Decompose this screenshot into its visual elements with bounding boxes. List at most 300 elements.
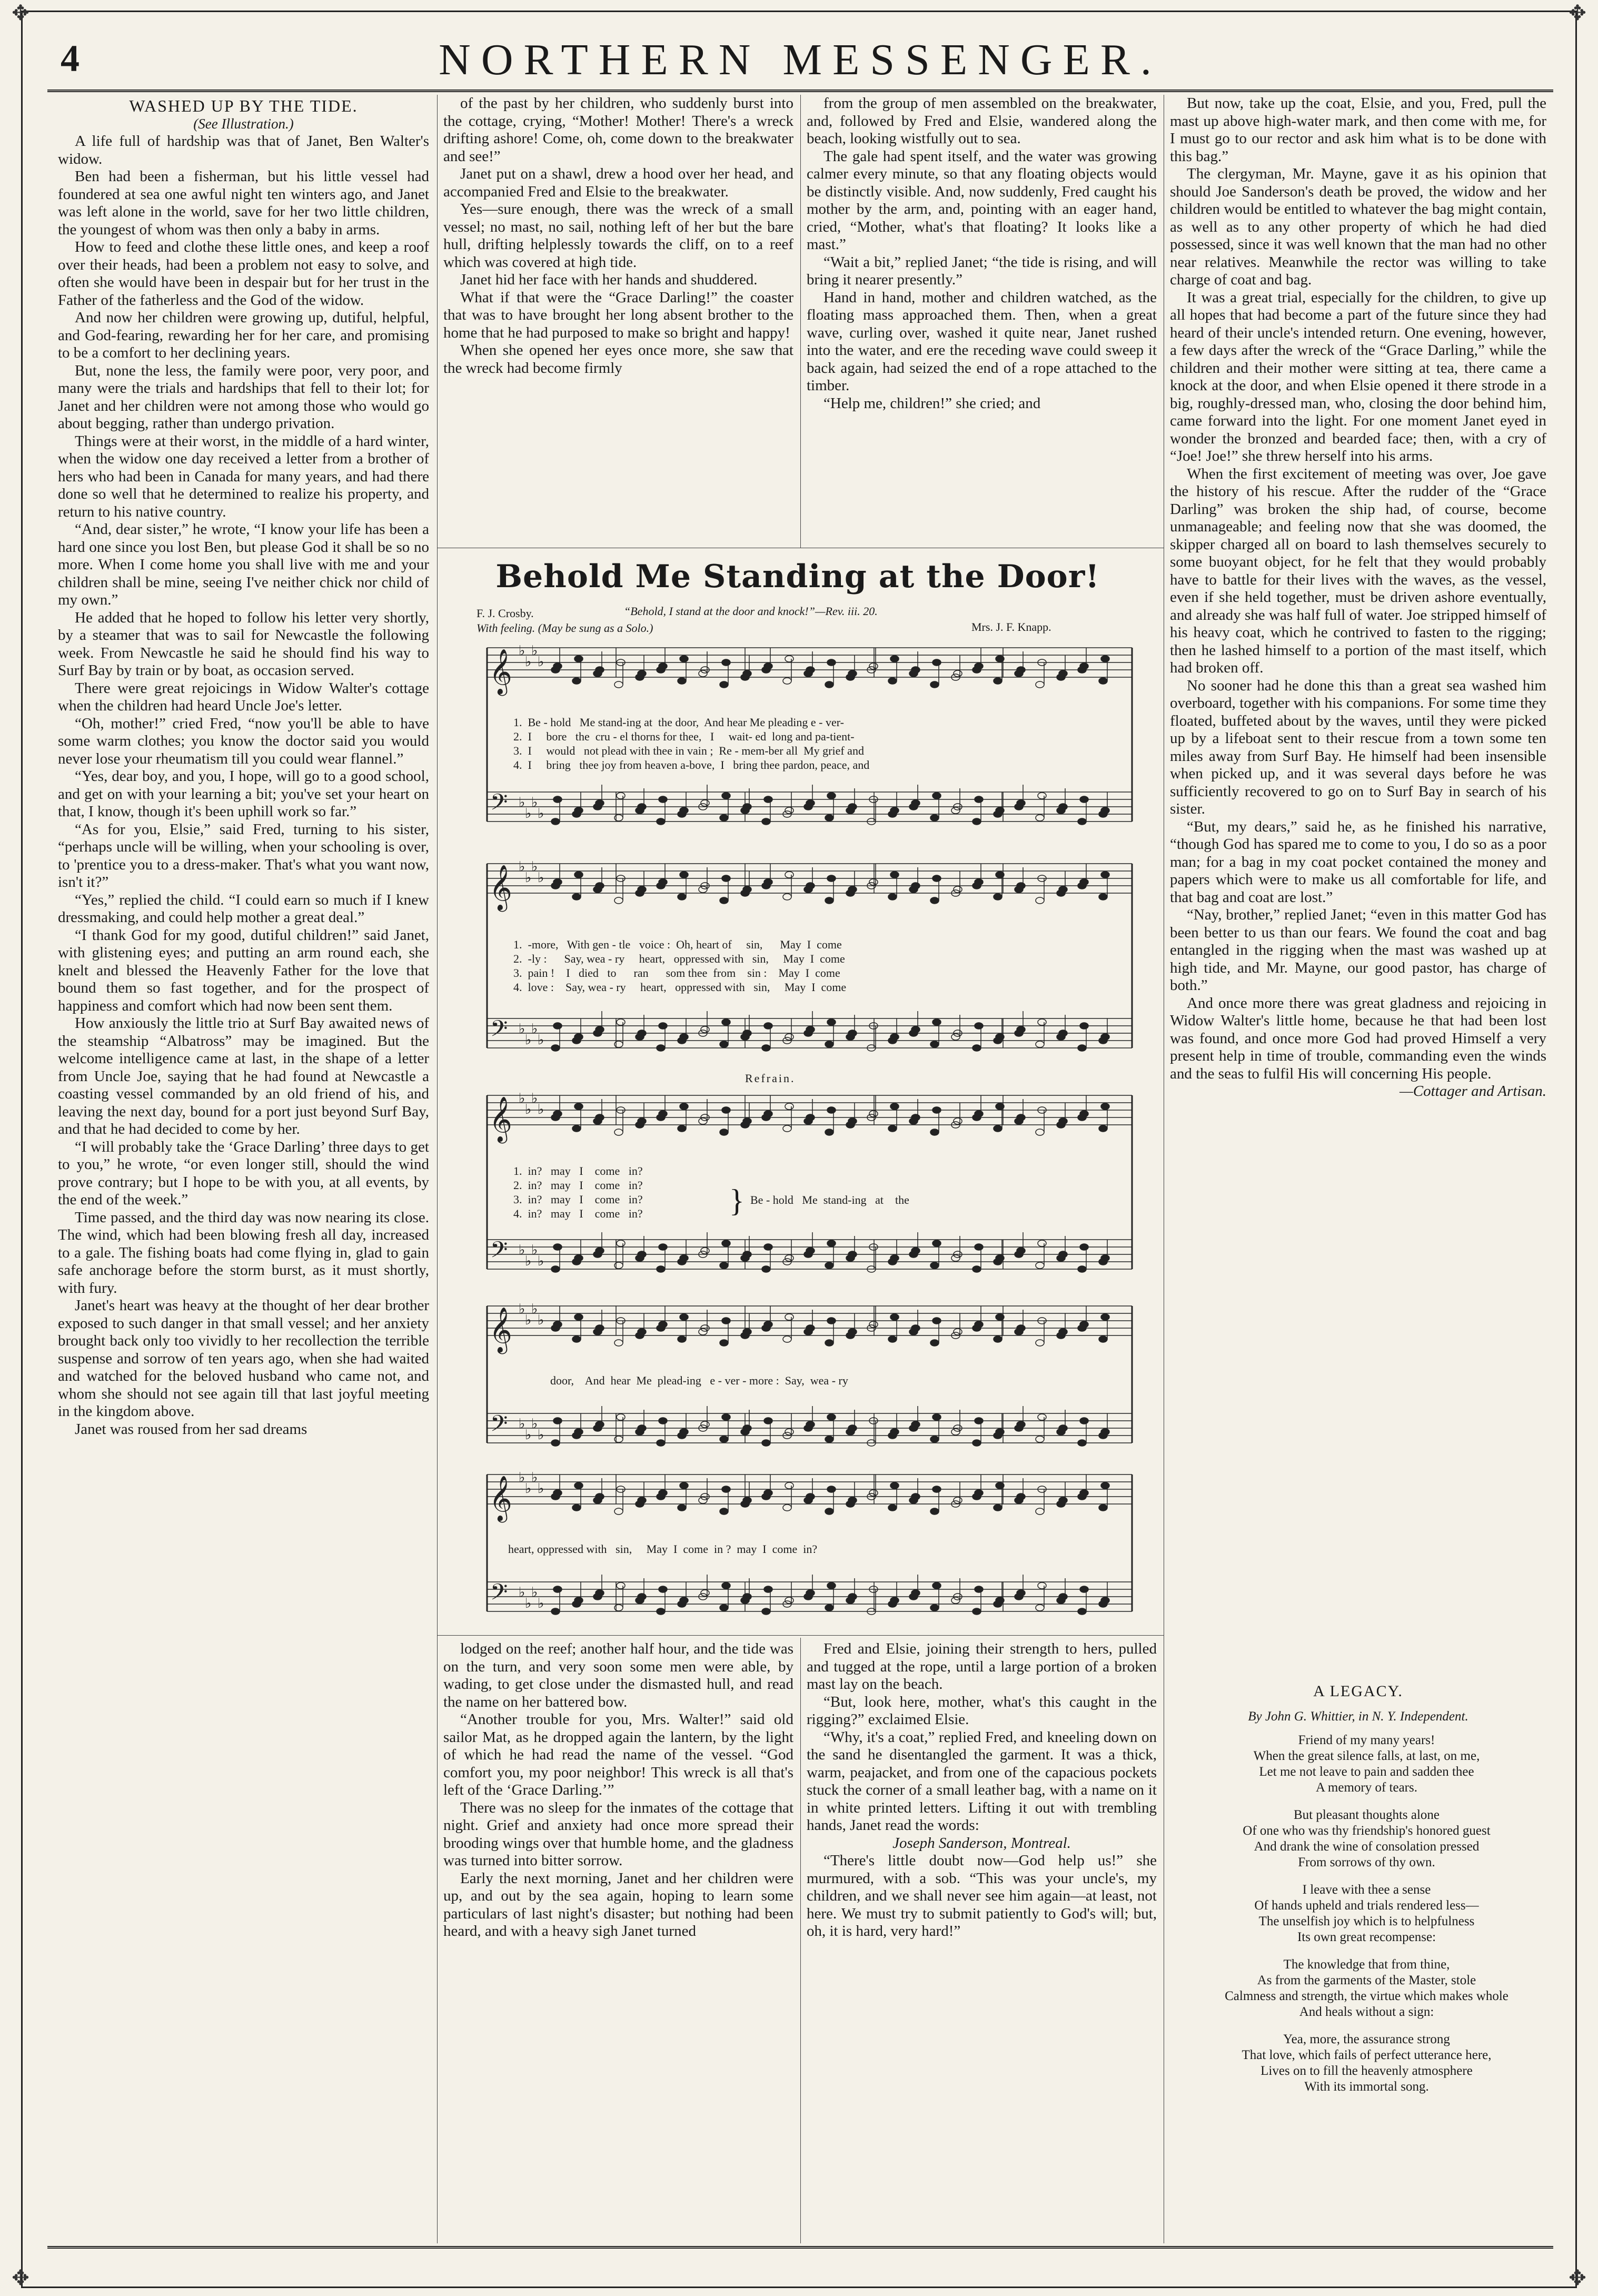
note-head <box>825 1129 833 1135</box>
note-head <box>869 1111 878 1117</box>
note-head <box>551 1608 560 1615</box>
article-paragraph: “And, dear sister,” he wrote, “I know your life has been a hard one since you lost Ben, but please God it shall be so no more. When I come home you shall live with me and your children shall be mine, seeing I've neither chick nor child of my own.” <box>58 521 429 608</box>
note-head <box>720 1436 728 1442</box>
clef-icon: ♭ <box>538 1596 544 1611</box>
poem-byline: By John G. Whittier, in N. Y. Independent. <box>1248 1709 1468 1724</box>
note-head <box>785 656 793 662</box>
hymn-sheet <box>445 558 1150 1638</box>
article-subtitle: (See Illustration.) <box>193 115 294 132</box>
note-head <box>825 1340 833 1346</box>
note-head <box>678 1336 686 1342</box>
hymn-lyrics-5: heart, oppressed with sin, May I come in ? may I come in? <box>508 1542 818 1556</box>
note-head <box>678 1125 686 1132</box>
note-head <box>1080 879 1088 885</box>
note-head <box>659 1111 667 1117</box>
note-head <box>975 1111 983 1117</box>
note-head <box>743 1030 751 1036</box>
clef-icon: ♭ <box>538 1032 544 1048</box>
note-head <box>911 1590 920 1596</box>
note-head <box>827 793 836 799</box>
note-head <box>617 1582 625 1589</box>
article-paragraph: When she opened her eyes once more, she saw that the wreck had become firmly <box>443 342 793 377</box>
note-head <box>764 1418 772 1424</box>
article-paragraph: “Yes,” replied the child. “I could earn so much if I knew dressmaking, and could help mother a great deal.” <box>58 891 429 926</box>
note-head <box>553 663 562 669</box>
note-head <box>890 1482 899 1489</box>
note-head <box>825 681 833 688</box>
note-head <box>553 1586 562 1592</box>
note-head <box>806 800 815 806</box>
note-head <box>572 1505 581 1511</box>
clef-icon: 𝄞 <box>489 1096 512 1142</box>
note-head <box>911 1493 920 1500</box>
note-head <box>972 818 981 825</box>
clef-icon: ♭ <box>531 643 538 659</box>
clef-icon: 𝄢 <box>490 789 508 821</box>
note-head <box>1099 894 1107 900</box>
column-divider <box>800 1638 801 2243</box>
note-head <box>1078 1440 1086 1446</box>
note-head <box>1017 1248 1025 1254</box>
poem-line: Its own great recompense: <box>1297 1930 1436 1944</box>
clef-icon: ♭ <box>531 1091 538 1106</box>
article-paragraph: Ben had been a fisherman, but his little vessel had foundered at sea one awful night ten winters ago, and Janet was left alone in the world, save for her two little children, the youngest of whom was then only a baby in arms. <box>58 168 429 238</box>
note-head <box>678 678 686 684</box>
corner-ornament-icon: ✥ <box>1569 2266 1586 2290</box>
note-head <box>996 1034 1004 1040</box>
note-head <box>1017 667 1025 673</box>
note-head <box>806 1248 815 1254</box>
article-paragraph: Things were at their worst, in the middle of a hard winter, when the widow one day received a letter from a brother of hers who had been in Canada for many years, and had there done so well that he determined to realize his property, and return to his native country. <box>58 432 429 520</box>
note-head <box>825 1436 833 1442</box>
note-head <box>888 894 897 900</box>
clef-icon: ♭ <box>538 1253 544 1269</box>
note-head <box>574 872 583 878</box>
poem-line: I leave with thee a sense <box>1302 1883 1431 1897</box>
note-head <box>743 804 751 810</box>
note-head <box>827 1240 836 1246</box>
note-head <box>720 1262 728 1269</box>
note-head <box>617 1240 625 1246</box>
clef-icon: 𝄞 <box>489 865 512 910</box>
note-head <box>911 1248 920 1254</box>
note-head <box>617 1019 625 1025</box>
clef-icon: ♭ <box>538 870 544 886</box>
note-head <box>783 1505 791 1511</box>
note-head <box>930 1508 939 1515</box>
note-head <box>617 793 625 799</box>
note-head <box>1017 1493 1025 1500</box>
note-head <box>996 807 1004 814</box>
note-head <box>764 1244 772 1250</box>
note-head <box>930 815 939 821</box>
note-head <box>638 1594 646 1600</box>
music-system-4 <box>477 1295 1135 1453</box>
note-head <box>827 1582 836 1589</box>
note-head <box>975 1321 983 1328</box>
note-head <box>638 886 646 893</box>
note-head <box>848 1497 857 1503</box>
note-head <box>996 1597 1004 1604</box>
clef-icon: ♭ <box>538 654 544 670</box>
note-head <box>762 1045 770 1051</box>
note-head <box>722 659 730 666</box>
masthead-title: NORTHERN MESSENGER. <box>439 35 1162 84</box>
poem-line: And drank the wine of consolation pressed <box>1254 1839 1480 1854</box>
article-paragraph: The clergyman, Mr. Mayne, gave it as his opinion that should Joe Sanderson's death be proved, the widow and her children would be entitled to whatever the bag might contain, as well as to any other property of which he had died possessed, since it was well known that the man had no other near relatives. Meanwhile the rector was willing to take charge of coat and bag. <box>1170 165 1546 288</box>
note-head <box>954 1118 962 1124</box>
note-head <box>1038 793 1046 799</box>
article-paragraph: Janet was roused from her sad dreams <box>75 1420 307 1438</box>
clef-icon: ♭ <box>525 870 532 886</box>
note-head <box>743 1497 751 1503</box>
clef-icon: ♭ <box>531 1021 538 1037</box>
note-head <box>932 1318 941 1324</box>
clef-icon: ♭ <box>525 1253 532 1269</box>
note-head <box>551 1045 560 1051</box>
note-head <box>930 1340 939 1346</box>
article-paragraph: “Help me, children!” she cried; and <box>823 394 1041 412</box>
note-head <box>785 1597 793 1604</box>
note-head <box>680 1429 688 1435</box>
note-head <box>890 1034 899 1040</box>
signature-name: Joseph Sanderson, Montreal. <box>892 1834 1071 1852</box>
clef-icon: ♭ <box>519 643 525 659</box>
article-paragraph: “There's little doubt now—God help us!” she murmured, with a sob. “This was your uncle's, my children, and we shall never see him again—at least, not here. We must try to submit patiently to God's will; but, oh, it is hard, very hard!” <box>807 1852 1157 1939</box>
refrain-lyrics: Be - hold Me stand-ing at the <box>750 1193 909 1206</box>
poem-line: Yea, more, the assurance strong <box>1283 2032 1450 2046</box>
note-head <box>722 1486 730 1492</box>
note-head <box>638 804 646 810</box>
article-paragraph: How to feed and clothe these little ones, and keep a roof over their heads, had been a problem not easy to solve, and often she would have been in despair but for her trust in the Father of the fatherless and the God of the widow. <box>58 239 429 309</box>
note-head <box>657 1266 665 1272</box>
note-head <box>657 1608 665 1615</box>
note-head <box>595 1421 604 1428</box>
note-head <box>888 1505 897 1511</box>
note-head <box>806 883 815 889</box>
clef-icon: 𝄞 <box>489 1476 512 1521</box>
note-head <box>1059 670 1067 677</box>
note-head <box>553 1023 562 1029</box>
clef-icon: ♭ <box>519 1242 525 1258</box>
note-head <box>932 1107 941 1113</box>
article-column-3-lower <box>807 1640 1157 2243</box>
clef-icon: ♭ <box>519 1416 525 1432</box>
note-head <box>1080 796 1088 803</box>
note-head <box>785 1429 793 1435</box>
note-head <box>1101 807 1109 814</box>
article-paragraph: Time passed, and the third day was now nearing its close. The wind, which had been blowing fresh all day, increased to a gale. The fishing boats had come flying in, glad to gain safe anchorage before the storm burst, as it must shortly, with fury. <box>58 1209 429 1297</box>
note-head <box>574 1103 583 1110</box>
note-head <box>553 879 562 885</box>
note-head <box>848 804 857 810</box>
article-paragraph: “Another trouble for you, Mrs. Walter!” said old sailor Mat, as he dropped again the lantern, by the light of which he had read the name of the vessel. “God comfort you, my poor neighbor! This wreck is all that's left of the ‘Grace Darling.’” <box>443 1711 793 1798</box>
clef-icon: 𝄢 <box>490 1579 508 1611</box>
page-header <box>47 34 1553 97</box>
poem-line: Calmness and strength, the virtue which makes whole <box>1225 1989 1508 2003</box>
note-head <box>701 1026 709 1033</box>
note-head <box>680 1482 688 1489</box>
note-head <box>574 1255 583 1261</box>
note-head <box>1059 1030 1067 1036</box>
note-head <box>1099 678 1107 684</box>
article-paragraph: But, none the less, the family were poor, very poor, and many were the trials and hardships that fell to their lot; for Janet and her children were not among those who would go about begging, rather than undergo privation. <box>58 362 429 432</box>
note-head <box>848 1030 857 1036</box>
clef-icon: ♭ <box>531 1585 538 1600</box>
note-head <box>720 681 728 688</box>
note-head <box>680 1103 688 1110</box>
note-head <box>783 1336 791 1342</box>
note-head <box>1036 1262 1044 1269</box>
note-head <box>911 1421 920 1428</box>
article-paragraph: How anxiously the little trio at Surf Bay awaited news of the steamship “Albatross” may be imagined. But the welcome intelligence came at last, in the shape of a letter from Uncle Joe, saying that he had found at Newcastle a coasting vessel commanded by an old friend of his, and leaving the next day, bound for a port just beyond Surf Bay, and that he had decided to come by her. <box>58 1015 429 1137</box>
note-head <box>1059 1425 1067 1431</box>
note-head <box>1038 1019 1046 1025</box>
note-head <box>888 1125 897 1132</box>
column-divider <box>800 95 801 548</box>
note-head <box>806 1325 815 1331</box>
article-paragraph: lodged on the reef; another half hour, and the tide was on the turn, and very soon some men were able, by wading, to get close under the dismasted hull, and read the name on her battered bow. <box>443 1640 793 1710</box>
article-paragraph: “I thank God for my good, dutiful children!” said Janet, with glistening eyes; and putting an arm round each, she knelt and blessed the Heavenly Father for the love that bound them so fast together, and for the prospect of happiness and comfort which had now been sent them. <box>58 926 429 1014</box>
note-head <box>553 796 562 803</box>
note-head <box>827 1414 836 1420</box>
clef-icon: ♭ <box>525 1032 532 1048</box>
note-head <box>1036 1041 1044 1047</box>
note-head <box>659 1490 667 1496</box>
note-head <box>825 1605 833 1611</box>
hymn-lyrics-1: 1. Be - hold Me stand-ing at the door, And hear Me pleading e - ver- 2. I bore the cru - el thorns for thee, I wait- ed long and pa-tient- 3. I would not plead with thee in vain ; Re - mem-ber all My grief and 4. I bring thee joy from heaven a-bove, I bring thee pardon, peace, and <box>513 716 870 771</box>
page-number: 4 <box>61 37 80 80</box>
hymn-direction: With feeling. (May be sung as a Solo.) <box>477 621 653 635</box>
note-head <box>614 1340 623 1346</box>
note-head <box>890 656 899 662</box>
note-head <box>972 1266 981 1272</box>
note-head <box>553 1490 562 1496</box>
note-head <box>1101 656 1109 662</box>
article-paragraph: Janet hid her face with her hands and shuddered. <box>460 271 758 288</box>
note-head <box>1036 1508 1044 1515</box>
note-head <box>764 1023 772 1029</box>
corner-ornament-icon: ✥ <box>12 1 29 25</box>
note-head <box>1017 1026 1025 1033</box>
note-head <box>972 1045 981 1051</box>
note-head <box>932 1582 941 1589</box>
note-head <box>996 1314 1004 1320</box>
article-paragraph: “As for you, Elsie,” said Fred, turning to his sister, “perhaps uncle will be willing, when your schooling is over, to 'prentice you to a dress-maker. That's what you want now, isn't it?” <box>58 820 429 890</box>
note-head <box>1080 1023 1088 1029</box>
note-head <box>743 1118 751 1124</box>
clef-icon: ♭ <box>538 1102 544 1117</box>
note-head <box>659 1586 667 1592</box>
hymn-author: F. J. Crosby. <box>477 607 534 620</box>
note-head <box>932 875 941 882</box>
article-paragraph: “But, look here, mother, what's this caught in the rigging?” exclaimed Elsie. <box>807 1693 1157 1728</box>
note-head <box>1101 1034 1109 1040</box>
note-head <box>720 897 728 904</box>
note-head <box>638 670 646 677</box>
clef-icon: ♭ <box>519 1091 525 1106</box>
note-head <box>1036 1436 1044 1442</box>
note-head <box>701 1248 709 1254</box>
note-head <box>614 1129 623 1135</box>
article-paragraph: And now her children were growing up, dutiful, helpful, and God-fearing, rewarding her for her care, and promising to be a comfort to her declining years. <box>58 309 429 361</box>
note-head <box>954 1497 962 1503</box>
note-head <box>911 667 920 673</box>
note-head <box>825 1041 833 1047</box>
note-head <box>975 1023 983 1029</box>
note-head <box>1036 1129 1044 1135</box>
note-head <box>701 1421 709 1428</box>
clef-icon: ♭ <box>525 806 532 822</box>
note-head <box>1099 1505 1107 1511</box>
note-head <box>806 1590 815 1596</box>
article-paragraph: When the first excitement of meeting was over, Joe gave the history of his rescue. After the rudder of the “Grace Darling” was broken the ship had, of course, become unmanageable; and feeling now that she was doomed, the skipper charged all on board to lash themselves securely to some buoyant object, for he felt that they would probably have to battle for their lives with the waves, as the vessel, even if she held together, must be driven ashore eventually, and already she was half full of water. Joe stripped himself of his heavy coat, which he contrived to fasten to the rigging; then he lashed himself to a portion of the mast itself, which had broken off. <box>1170 465 1546 676</box>
note-head <box>659 1023 667 1029</box>
article-paragraph: of the past by her children, who suddenly burst into the cottage, crying, “Mother! Mother! There's a wreck drifting ashore! Come, oh, come down to the breakwater and see!” <box>443 95 793 165</box>
note-head <box>722 793 730 799</box>
note-head <box>975 796 983 803</box>
music-system-3 <box>477 1085 1135 1280</box>
note-head <box>1059 886 1067 893</box>
note-head <box>1038 1240 1046 1246</box>
note-head <box>890 1429 899 1435</box>
note-head <box>848 1329 857 1335</box>
article-paragraph: There was no sleep for the inmates of the cottage that night. Grief and anxiety had once more spread their brooding wings over that humble home, and the gladness was turned into bitter sorrow. <box>443 1799 793 1869</box>
note-head <box>1017 883 1025 889</box>
note-head <box>975 1490 983 1496</box>
note-head <box>1059 1251 1067 1258</box>
article-paragraph: There were great rejoicings in Widow Walter's cottage when the children had heard Uncle Joe's letter. <box>58 679 429 714</box>
clef-icon: ♭ <box>519 1470 525 1486</box>
article-paragraph: “Oh, mother!” cried Fred, “now you'll be able to have some warm clothes; you know the doctor said you would never lose your rheumatism till you could wear flannel.” <box>58 715 429 767</box>
note-head <box>743 1251 751 1258</box>
note-head <box>1017 1114 1025 1121</box>
note-head <box>699 1497 707 1503</box>
poem-line: The unselfish joy which is to helpfulness <box>1258 1914 1475 1928</box>
article-paragraph: What if that were the “Grace Darling!” the coaster that was to have brought her long absent brother to the home that he had purposed to make so bright and happy! <box>443 289 793 341</box>
note-head <box>572 1125 581 1132</box>
poem-line: With its immortal song. <box>1304 2080 1429 2094</box>
article-paragraph: Hand in hand, mother and children watched, as the floating mass approached them. Then, when a great wave, curling over, washed it quite near, Janet rushed into the water, and ere the receding wave could sweep it back again, had seized the end of a rope attached to the timber. <box>807 289 1157 394</box>
note-head <box>720 815 728 821</box>
clef-icon: ♭ <box>525 1596 532 1611</box>
clef-icon: ♭ <box>531 859 538 875</box>
article-paragraph: “Yes, dear boy, and you, I hope, will go to a good school, and get on with your learning a bit; you've set your heart on that, I know, though it's been uphill work so far.” <box>58 768 429 820</box>
footer-divider <box>47 2246 1553 2249</box>
note-head <box>595 1026 604 1033</box>
note-head <box>659 879 667 885</box>
note-head <box>930 1041 939 1047</box>
note-head <box>996 1482 1004 1489</box>
article-column-4 <box>1170 95 1546 1664</box>
note-head <box>764 1586 772 1592</box>
article-paragraph: “Why, it's a coat,” replied Fred, and kneeling down on the sand he disentangled the garment. It was a thick, warm, peajacket, and from one of the capacious pockets stuck the corner of a small leather bag, with a name on it in white printed letters. Lifting it out with trembling hands, Janet read the words: <box>807 1728 1157 1834</box>
note-head <box>911 883 920 889</box>
note-head <box>1038 1582 1046 1589</box>
note-head <box>762 1608 770 1615</box>
poem-line: Of hands upheld and trials rendered less— <box>1254 1898 1479 1913</box>
note-head <box>680 1034 688 1040</box>
note-head <box>638 1030 646 1036</box>
note-head <box>743 1594 751 1600</box>
note-head <box>701 1590 709 1596</box>
note-head <box>1078 1266 1086 1272</box>
note-head <box>827 1019 836 1025</box>
note-head <box>932 1486 941 1492</box>
clef-icon: 𝄞 <box>489 1307 512 1352</box>
note-head <box>932 1240 941 1246</box>
note-head <box>638 1497 646 1503</box>
note-head <box>951 807 960 814</box>
note-head <box>699 1118 707 1124</box>
note-head <box>785 1314 793 1320</box>
clef-icon: ♭ <box>525 1312 532 1328</box>
poem-line: And heals without a sign: <box>1299 2005 1434 2019</box>
note-head <box>994 1505 1002 1511</box>
hymn-composer: Mrs. J. F. Knapp. <box>971 620 1051 634</box>
note-head <box>638 1329 646 1335</box>
music-system-2 <box>477 853 1135 1058</box>
note-head <box>680 1597 688 1604</box>
clef-icon: 𝄢 <box>490 1016 508 1047</box>
article-paragraph: It was a great trial, especially for the children, to give up all hopes that had become a part of the future since they had heard of their uncle's intended return. One evening, however, a few days after the wreck of the “Grace Darling,” while the children and their mother were sitting at tea, there came a knock at the door, and when Elsie opened it there strode in a big, roughly-dressed man, who, closing the door behind him, came forward into the light. For one moment Janet eyed in wonder the bronzed and bearded face; then, with a cry of “Joe! Joe!” she threw herself into his arms. <box>1170 289 1546 464</box>
note-head <box>657 1440 665 1446</box>
note-head <box>806 667 815 673</box>
note-head <box>1078 1608 1086 1615</box>
note-head <box>1080 1111 1088 1117</box>
note-head <box>722 1582 730 1589</box>
note-head <box>553 1321 562 1328</box>
note-head <box>659 796 667 803</box>
note-head <box>551 1266 560 1272</box>
note-head <box>574 807 583 814</box>
clef-icon: ♭ <box>519 1301 525 1317</box>
article-paragraph: But now, take up the coat, Elsie, and you, Fred, pull the mast up above high-water mark, and then come with me, for I must go to our rector and ask him what is to be done with this bag.” <box>1170 95 1546 165</box>
note-head <box>720 1129 728 1135</box>
clef-icon: ♭ <box>519 795 525 810</box>
note-head <box>827 1318 836 1324</box>
poem-title: A LEGACY. <box>1313 1683 1403 1700</box>
note-head <box>720 1340 728 1346</box>
note-head <box>996 1255 1004 1261</box>
hymn-epigraph: “Behold, I stand at the door and knock!”—Rev. iii. 20. <box>624 605 878 618</box>
note-head <box>1080 663 1088 669</box>
clef-icon: ♭ <box>531 1242 538 1258</box>
note-head <box>764 879 772 885</box>
refrain-label: Refrain. <box>745 1072 796 1085</box>
note-head <box>888 678 897 684</box>
note-head <box>659 1321 667 1328</box>
note-head <box>996 872 1004 878</box>
note-head <box>996 656 1004 662</box>
note-head <box>994 678 1002 684</box>
note-head <box>699 670 707 677</box>
note-head <box>975 663 983 669</box>
note-head <box>572 678 581 684</box>
note-head <box>827 1107 836 1113</box>
note-head <box>848 670 857 677</box>
article-paragraph: And once more there was great gladness and rejoicing in Widow Walter's little home, because he that had been lost was found, and once more God had proved Himself a very present help in time of trouble, commanding even the winds and the seas to fulfil His will concerning His people. <box>1170 994 1546 1082</box>
note-head <box>825 897 833 904</box>
clef-icon: ♭ <box>538 806 544 822</box>
note-head <box>951 1034 960 1040</box>
note-head <box>659 1418 667 1424</box>
note-head <box>722 1318 730 1324</box>
article-paragraph: from the group of men assembled on the breakwater, and, followed by Fred and Elsie, wandered along the beach, looking wistfully out to sea. <box>807 95 1157 147</box>
note-head <box>975 1586 983 1592</box>
note-head <box>869 1321 878 1328</box>
note-head <box>614 897 623 904</box>
